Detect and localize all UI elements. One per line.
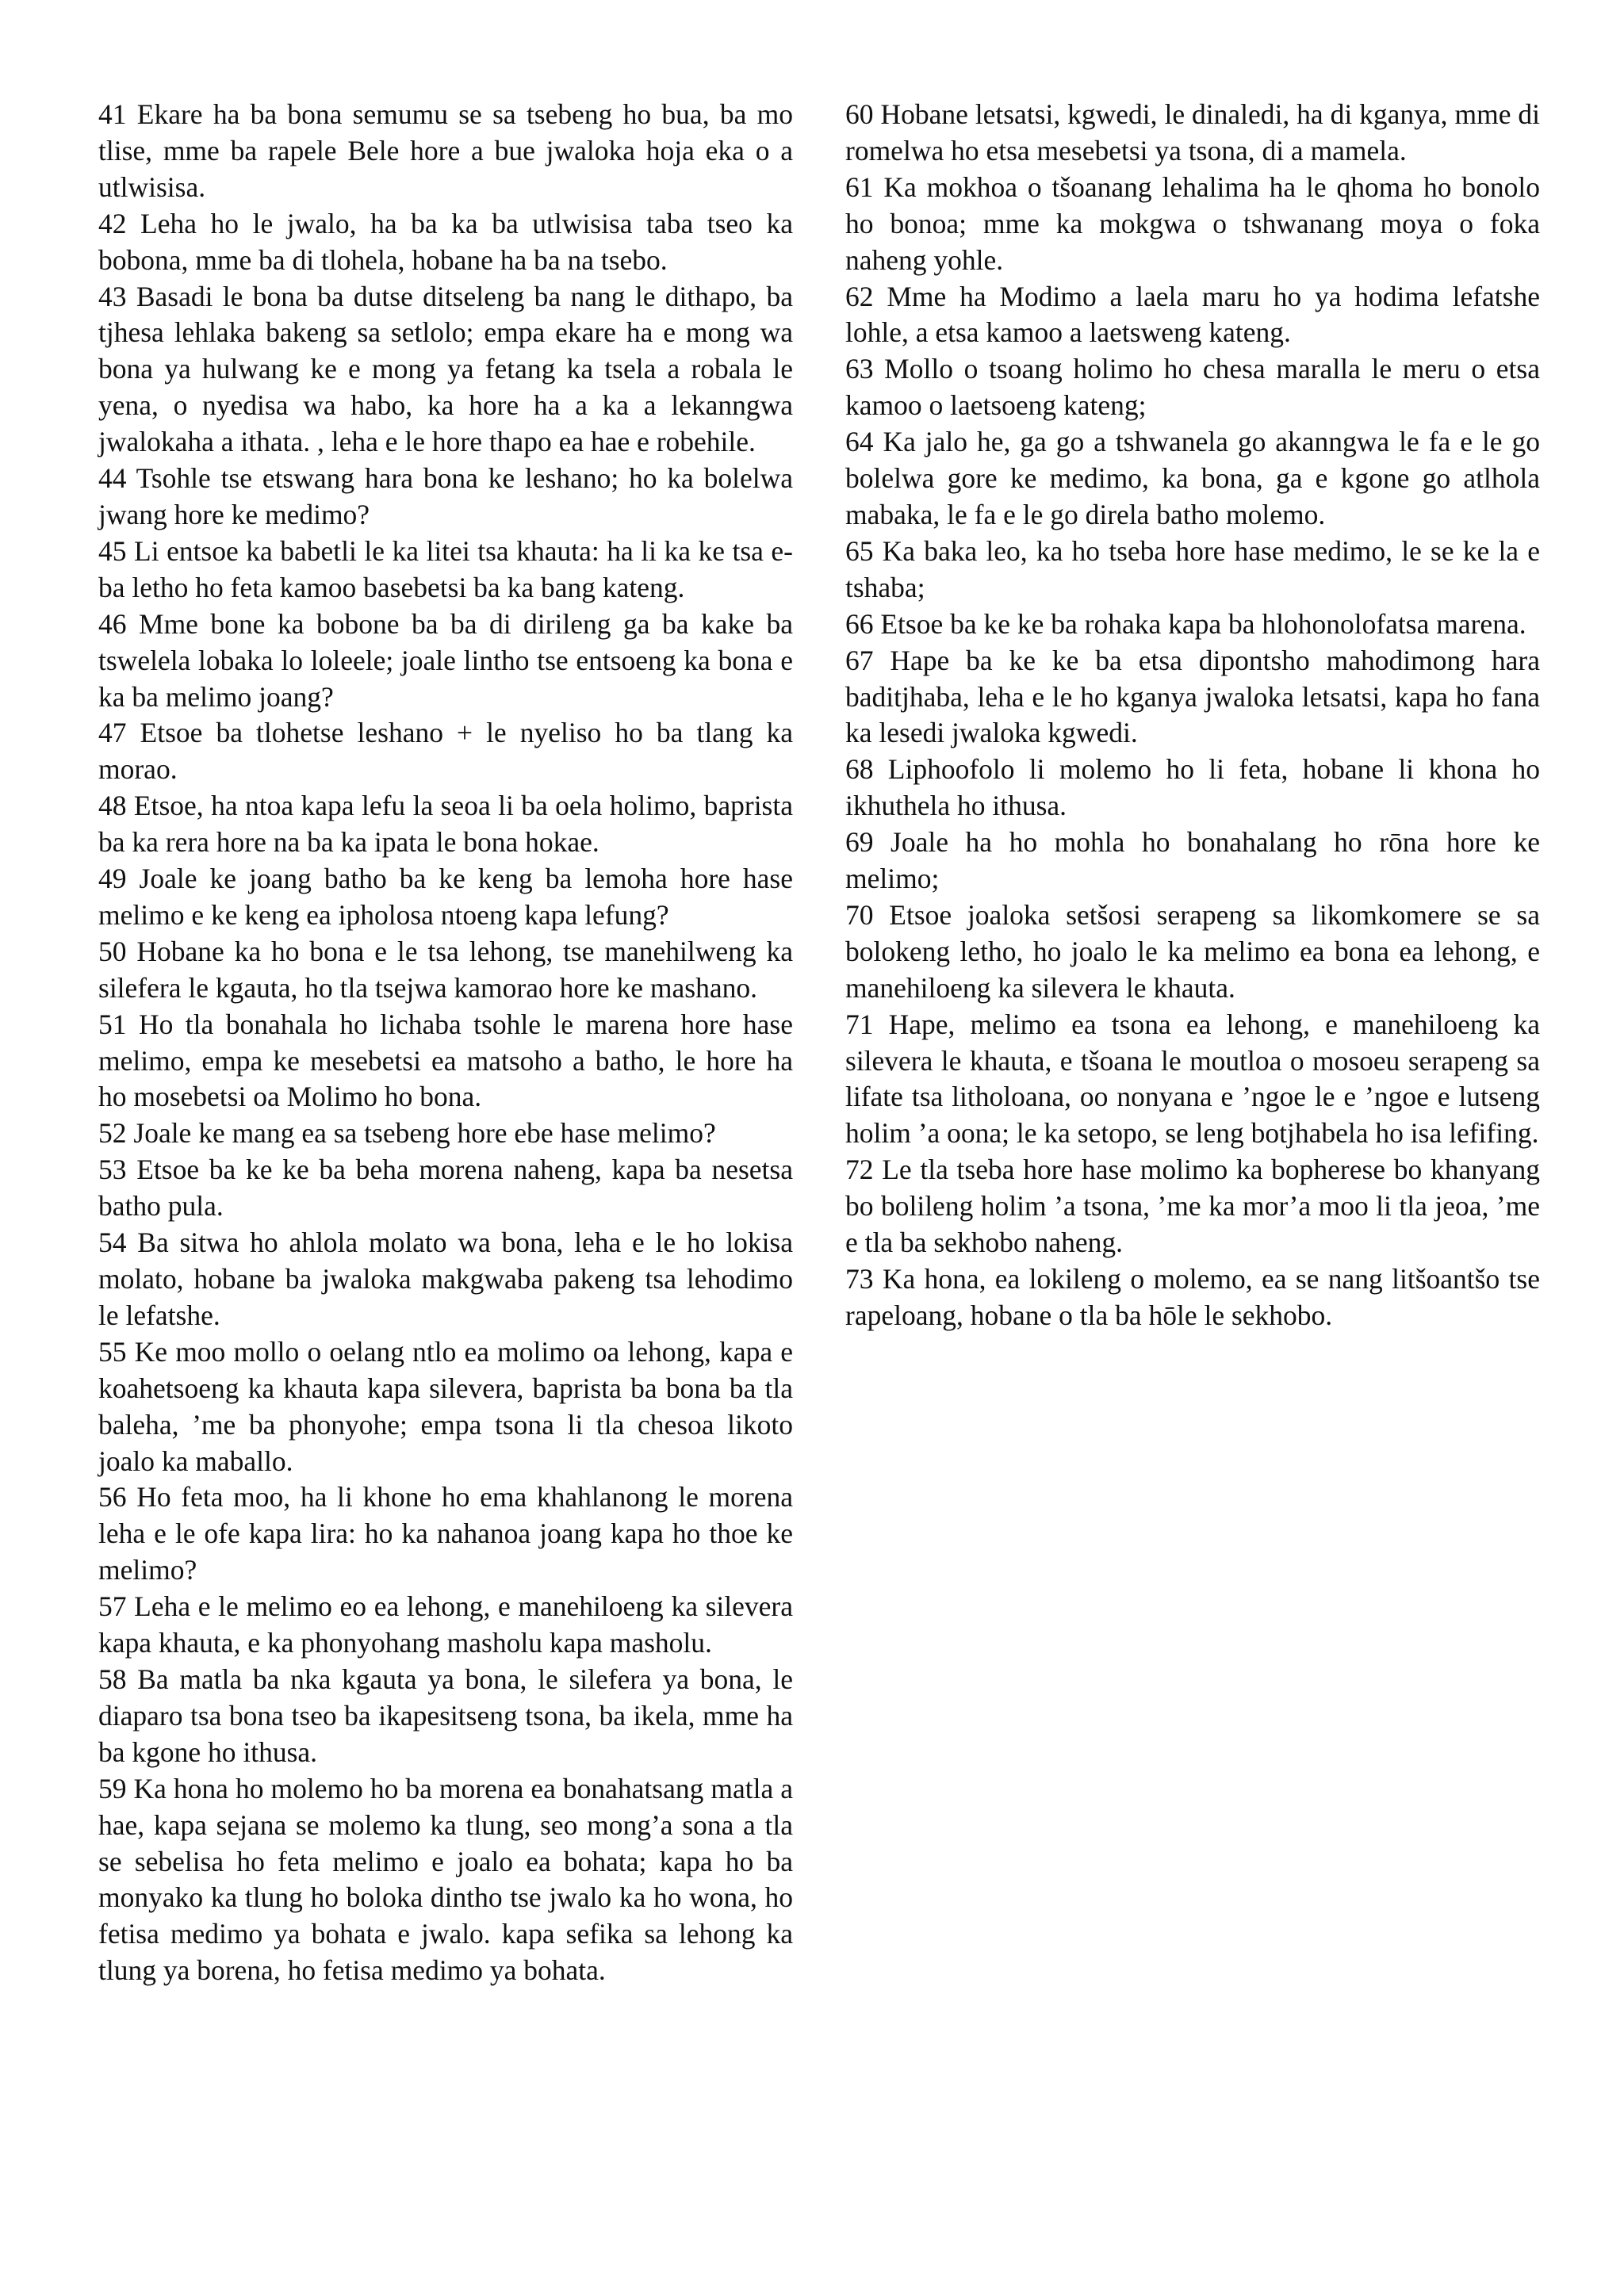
verse-44: 44 Tsohle tse etswang hara bona ke leshano; ho ka bolelwa jwang hore ke medimo? [98, 462, 793, 530]
verse-67: 67 Hape ba ke ke ba etsa dipontsho mahodimong hara baditjhaba, leha e le ho kganya jwaloka letsatsi, kapa ho fana ka lesedi jwaloka kgwedi. [845, 644, 1540, 749]
verse-41: 41 Ekare ha ba bona semumu se sa tsebeng ho bua, ba mo tlise, mme ba rapele Bele hore a bue jwaloka hoja eka o a utlwisisa. [98, 98, 793, 203]
verse-55: 55 Ke moo mollo o oelang ntlo ea molimo oa lehong, kapa e koahetsoeng ka khauta kapa silevera, baprista ba bona ba tla baleha, ’me ba phonyohe; empa tsona li tla chesoa likoto joalo ka maballo. [98, 1335, 793, 1477]
verse-53: 53 Etsoe ba ke ke ba beha morena naheng, kapa ba nesetsa batho pula. [98, 1154, 793, 1223]
verse-66: 66 Etsoe ba ke ke ba rohaka kapa ba hlohonolofatsa marena. [845, 607, 1526, 640]
verse-56: 56 Ho feta moo, ha li khone ho ema khahlanong le morena leha e le ofe kapa lira: ho ka nahanoa joang kapa ho thoe ke melimo? [98, 1481, 793, 1586]
verse-57: 57 Leha e le melimo eo ea lehong, e manehiloeng ka silevera kapa khauta, e ka phonyohang masholu kapa masholu. [98, 1590, 793, 1659]
verse-54: 54 Ba sitwa ho ahlola molato wa bona, leha e le ho lokisa molato, hobane ba jwaloka makgwaba pakeng tsa lehodimo le lefatshe. [98, 1226, 793, 1331]
verse-52: 52 Joale ke mang ea sa tsebeng hore ebe hase melimo? [98, 1117, 716, 1150]
verse-63: 63 Mollo o tsoang holimo ho chesa maralla le meru o etsa kamoo o laetsoeng kateng; [845, 353, 1540, 422]
verse-49: 49 Joale ke joang batho ba ke keng ba lemoha hore hase melimo e ke keng ea ipholosa ntoeng kapa lefung? [98, 863, 793, 931]
verse-73: 73 Ka hona, ea lokileng o molemo, ea se nang litšoantšo tse rapeloang, hobane o tla ba hōle le sekhobo. [845, 1263, 1540, 1331]
right-column [845, 97, 1540, 1334]
verse-62: 62 Mme ha Modimo a laela maru ho ya hodima lefatshe lohle, a etsa kamoo a laetsweng kateng. [845, 280, 1540, 349]
verse-64: 64 Ka jalo he, ga go a tshwanela go akanngwa le fa e le go bolelwa gore ke medimo, ka bona, ga e kgone go atlhola mabaka, le fa e le go direla batho molemo. [845, 426, 1540, 530]
verse-48: 48 Etsoe, ha ntoa kapa lefu la seoa li ba oela holimo, baprista ba ka rera hore na ba ka ipata le bona hokae. [98, 790, 793, 859]
verse-60: 60 Hobane letsatsi, kgwedi, le dinaledi, ha di kganya, mme di romelwa ho etsa mesebetsi ya tsona, di a mamela. [845, 98, 1540, 166]
verse-72: 72 Le tla tseba hore hase molimo ka bopherese bo khanyang bo bolileng holim ’a tsona, ’me ka mor’a moo li tla jeoa, ’me e tla ba sekhobo naheng. [845, 1154, 1540, 1259]
verse-51: 51 Ho tla bonahala ho lichaba tsohle le marena hore hase melimo, empa ke mesebetsi ea matsoho a batho, le hore ha ho mosebetsi oa Molimo ho bona. [98, 1008, 793, 1113]
verse-43: 43 Basadi le bona ba dutse ditseleng ba nang le dithapo, ba tjhesa lehlaka bakeng sa setlolo; empa ekare ha e mong wa bona ya hulwang ke e mong ya fetang ka tsela a robala le yena, o nyedisa wa habo, ka hore ha a ka a lekanngwa jwalokaha a ithata. , leha e le hore thapo ea hae e robehile. [98, 280, 793, 458]
verse-70: 70 Etsoe joaloka setšosi serapeng sa likomkomere se sa bolokeng letho, ho joalo le ka melimo ea bona ea lehong, e manehiloeng ka silevera le khauta. [845, 898, 1540, 1004]
verse-45: 45 Li entsoe ka babetli le ka litei tsa khauta: ha li ka ke tsa e-ba letho ho feta kamoo basebetsi ba ka bang kateng. [98, 534, 793, 603]
verse-69: 69 Joale ha ho mohla ho bonahalang ho rōna hore ke melimo; [845, 826, 1540, 895]
verse-61: 61 Ka mokhoa o tšoanang lehalima ha le qhoma ho bonolo ho bonoa; mme ka mokgwa o tshwanang moya o foka naheng yohle. [845, 170, 1540, 276]
verse-47: 47 Etsoe ba tlohetse leshano + le nyeliso ho ba tlang ka morao. [98, 717, 793, 786]
verse-65: 65 Ka baka leo, ka ho tseba hore hase medimo, le se ke la e tshaba; [845, 534, 1540, 603]
verse-68: 68 Liphoofolo li molemo ho li feta, hobane li khona ho ikhuthela ho ithusa. [845, 753, 1540, 822]
verse-71: 71 Hape, melimo ea tsona ea lehong, e manehiloeng ka silevera le khauta, e tšoana le moutloa o mosoeu serapeng sa lifate tsa litholoana, oo nonyana e ’ngoe le e ’ngoe e lutseng holim ’a oona; le ka setopo, se leng botjhabela ho isa lefifing. [845, 1008, 1540, 1150]
verse-58: 58 Ba matla ba nka kgauta ya bona, le silefera ya bona, le diaparo tsa bona tseo ba ikapesitseng tsona, ba ikela, mme ha ba kgone ho ithusa. [98, 1663, 793, 1768]
left-column [98, 97, 793, 1989]
verse-46: 46 Mme bone ka bobone ba ba di dirileng ga ba kake ba tswelela lobaka lo loleele; joale lintho tse entsoeng ka bona e ka ba melimo joang? [98, 607, 793, 713]
verse-59: 59 Ka hona ho molemo ho ba morena ea bonahatsang matla a hae, kapa sejana se molemo ka tlung, seo mong’a sona a tla se sebelisa ho feta melimo e joalo ea bohata; kapa ho ba monyako ka tlung ho boloka dintho tse jwalo ka ho wona, ho fetisa medimo ya bohata e jwalo. kapa sefika sa lehong ka tlung ya borena, ho fetisa medimo ya bohata. [98, 1772, 793, 1987]
verse-50: 50 Hobane ka ho bona e le tsa lehong, tse manehilweng ka silefera le kgauta, ho tla tsejwa kamorao hore ke mashano. [98, 935, 793, 1004]
verse-42: 42 Leha ho le jwalo, ha ba ka ba utlwisisa taba tseo ka bobona, mme ba di tlohela, hobane ha ba na tsebo. [98, 207, 793, 276]
